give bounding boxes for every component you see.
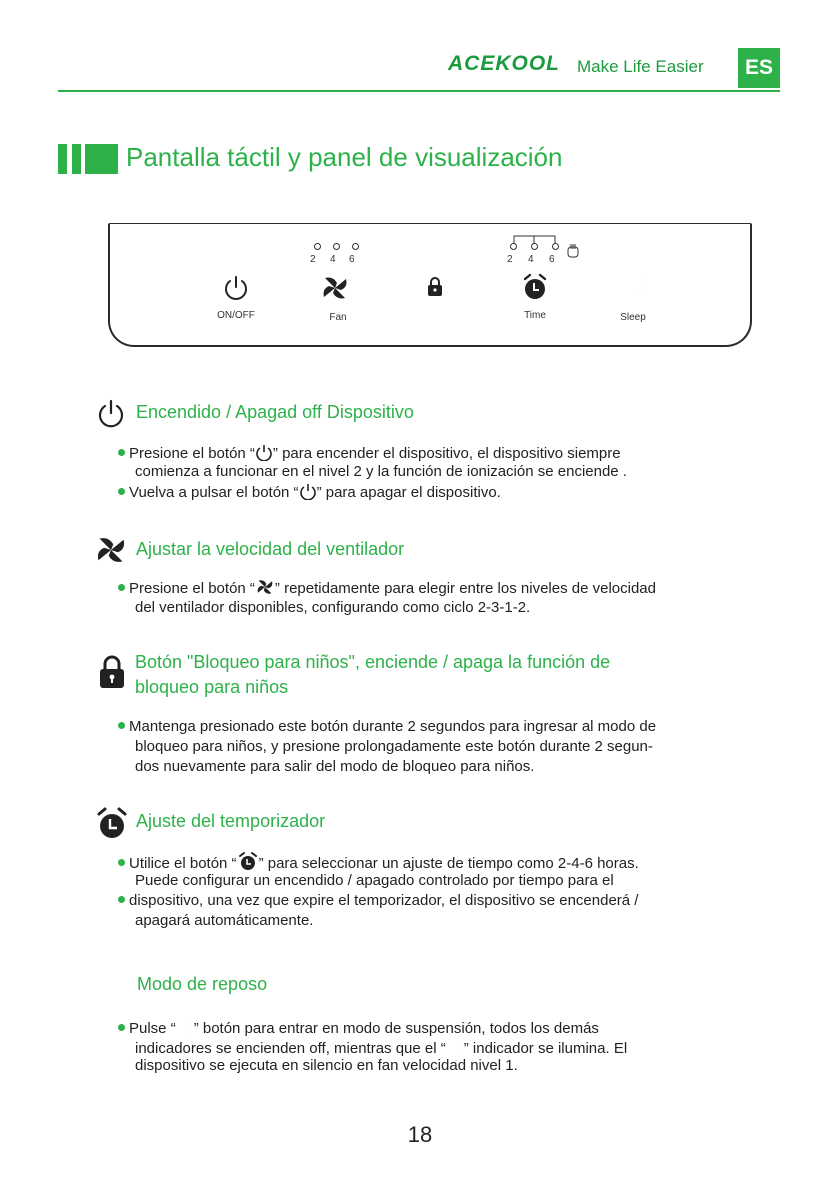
header-divider (58, 90, 780, 92)
brand-tagline: Make Life Easier (577, 57, 704, 76)
timer-level-label: 6 (549, 254, 555, 265)
power-icon (255, 443, 273, 461)
sleep-moon-icon (96, 965, 128, 999)
timer-level-label: 4 (528, 254, 534, 265)
sleep-label: Sleep (620, 312, 646, 323)
lock-icon (98, 655, 126, 689)
timer-icon[interactable] (520, 272, 550, 302)
power-label: ON/OFF (217, 310, 255, 321)
section-heading-lock-cont: bloqueo para niños (135, 677, 289, 697)
power-icon (96, 398, 126, 428)
sleep-moon-icon[interactable] (620, 272, 646, 300)
timer-level-label: 2 (507, 254, 513, 265)
sleep-bullet-1-cont: dispositivo se ejecuta en silencio en fan velocidad nivel 1. (135, 1057, 518, 1074)
power-icon[interactable] (222, 274, 250, 302)
sleep-bullet-1: Pulse “ ” botón para entrar en modo de suspensión, todos los demás (118, 1016, 599, 1038)
fan-level-dot (333, 243, 340, 250)
timer-bullet-2-cont: apagará automáticamente. (135, 912, 314, 929)
timer-level-dot (531, 243, 538, 250)
lock-bullet-1-cont: bloqueo para niños, y presione prolongadamente este botón durante 2 segun- (135, 738, 653, 755)
fan-label: Fan (329, 312, 347, 323)
display-panel (108, 223, 752, 347)
section-heading-timer: Ajuste del temporizador (136, 811, 326, 831)
lock-icon[interactable] (426, 276, 444, 298)
page-number: 18 (407, 1122, 433, 1147)
fan-level-label: 4 (330, 254, 336, 265)
section-heading-fan: Ajustar la velocidad del ventilador (136, 539, 405, 559)
fan-bullet-1: Presione el botón “ ” repetidamente para elegir entre los niveles de velocidad (118, 578, 656, 598)
section-heading-lock: Botón "Bloqueo para niños", enciende / apaga la función de (135, 652, 611, 672)
fan-icon (255, 578, 275, 596)
timer-icon (94, 806, 130, 840)
timer-level-dot (552, 243, 559, 250)
lock-bullet-1-cont: dos nuevamente para salir del modo de bloqueo para niños. (135, 758, 535, 775)
fan-bullet-1-cont: del ventilador disponibles, configurando como ciclo 2-3-1-2. (135, 599, 531, 616)
fan-level-dot (352, 243, 359, 250)
timer-bullet-1: Utilice el botón “ ” para seleccionar un ajuste de tiempo como 2-4-6 horas. (118, 851, 639, 873)
language-badge: ES (738, 48, 780, 88)
fan-level-label: 2 (310, 254, 316, 265)
fan-level-dot (314, 243, 321, 250)
fan-icon (92, 534, 130, 566)
page-title: Pantalla táctil y panel de visualización (126, 142, 563, 172)
timer-icon (237, 851, 259, 871)
fan-icon[interactable] (320, 274, 350, 302)
sleep-moon-icon (446, 1036, 464, 1056)
section-heading-sleep: Modo de reposo (137, 974, 268, 994)
power-bullet-1-cont: comienza a funcionar en el nivel 2 y la función de ionización se enciende . (135, 463, 627, 480)
brand-logo: ACEKOOL (448, 52, 560, 75)
timer-bullet-1-cont: Puede configurar un encendido / apagado controlado por tiempo para el (135, 872, 614, 889)
sleep-moon-icon (176, 1016, 194, 1036)
timer-level-dot (510, 243, 517, 250)
ionizer-icon (566, 243, 580, 259)
sleep-bullet-1-cont: indicadores se encienden off, mientras que el “ ” indicador se ilumina. El (135, 1036, 627, 1058)
section-heading-power: Encendido / Apagad off Dispositivo (136, 402, 414, 422)
timer-bullet-2: dispositivo, una vez que expire el temporizador, el dispositivo se encenderá / (118, 891, 638, 910)
lock-bullet-1: Mantenga presionado este botón durante 2 segundos para ingresar al modo de (118, 717, 656, 736)
power-icon (299, 482, 317, 500)
power-bullet-2: Vuelva a pulsar el botón “ ” para apagar el dispositivo. (118, 482, 501, 502)
time-label: Time (524, 310, 546, 321)
fan-level-label: 6 (349, 254, 355, 265)
power-bullet-1: Presione el botón “ ” para encender el dispositivo, el dispositivo siempre (118, 443, 621, 463)
